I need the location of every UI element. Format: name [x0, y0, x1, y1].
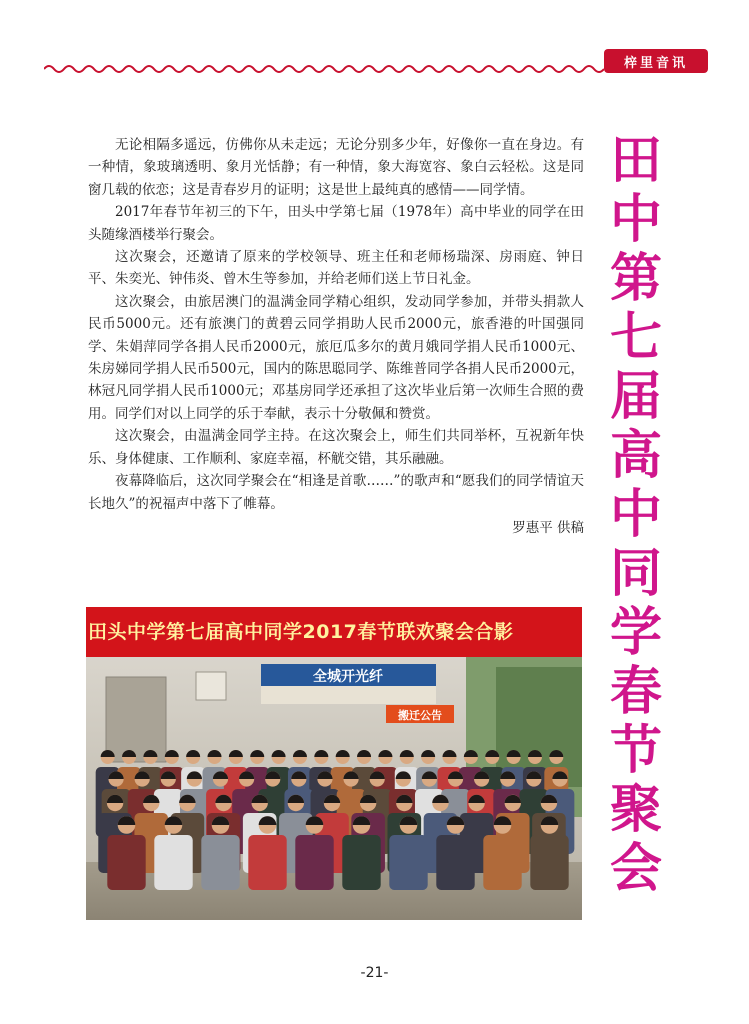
title-char: 七 — [609, 308, 662, 368]
person-figure — [389, 835, 427, 890]
person-figure — [483, 835, 521, 890]
article-paragraph: 这次聚会，由温满金同学主持。在这次聚会上，师生们共同举杯，互祝新年快乐、身体健康、工作顺利、家庭幸福，杯觥交错，其乐融融。 — [88, 428, 584, 467]
person-figure — [436, 835, 474, 890]
group-photo — [86, 607, 582, 920]
article-author: 罗惠平 供稿 — [512, 519, 584, 536]
article-paragraph: 无论相隔多遥远，仿佛你从未走远；无论分别多少年，好像你一直在身边。有一种情，象玻璃透明、象月光恬静；有一种情，象大海宽容、象白云轻松。这是同窗几载的依恋；这是青春岁月的证明；这是世上最纯真的感情——同学情。 — [88, 137, 584, 198]
article-paragraph: 这次聚会，还邀请了原来的学校领导、班主任和老师杨瑞深、房雨庭、钟日平、朱奕光、钟伟炎、曾木生等参加，并给老师们送上节日礼金。 — [88, 249, 584, 288]
person-figure — [201, 835, 239, 890]
title-char: 同 — [609, 544, 662, 604]
title-char: 节 — [609, 721, 662, 781]
vertical-title — [604, 132, 668, 899]
person-figure — [154, 835, 192, 890]
title-char: 第 — [609, 249, 662, 309]
building-sign: 全城开光纤 — [313, 669, 383, 685]
article-paragraph: 这次聚会，由旅居澳门的温满金同学精心组织，发动同学参加，并带头捐款人民币5000元。还有旅澳门的黄碧云同学捐助人民币2000元，旅香港的叶国强同学、朱娟萍同学各捐人民币2000元，旅厄瓜多尔的黄月娥同学捐人民币1000元、朱房娣同学捐人民币500元，国内的陈思聪同学、陈维普同学各捐人民币2000元，林冠凡同学捐人民币1000元；邓基房同学还承担了这次毕业后第一次师生合照的费用。同学们对以上同学的乐于奉献，表示十分敬佩和赞赏。 — [88, 293, 584, 422]
article-paragraph: 夜幕降临后，这次同学聚会在“相逢是首歌……”的歌声和“愿我们的同学情谊天长地久”的祝福声中落下了帷幕。 — [88, 473, 584, 512]
person-figure — [342, 835, 380, 890]
title-char: 学 — [609, 603, 662, 663]
person-figure — [530, 835, 568, 890]
title-char: 届 — [609, 367, 662, 427]
decorative-wave-line — [44, 62, 604, 76]
person-figure — [295, 835, 333, 890]
title-char: 聚 — [609, 780, 662, 840]
title-char: 中 — [609, 485, 662, 545]
title-char: 田 — [609, 131, 662, 191]
article-body — [88, 134, 584, 539]
title-char: 春 — [609, 662, 662, 722]
title-char: 会 — [609, 839, 662, 899]
photo-banner: 田头中学第七届高中同学2017春节联欢聚会合影 — [86, 607, 582, 657]
title-char: 高 — [609, 426, 662, 486]
title-char: 中 — [609, 190, 662, 250]
article-paragraph: 2017年春节年初三的下午，田头中学第七届（1978年）高中毕业的同学在田头随缘酒楼举行聚会。 — [88, 204, 584, 243]
person-figure — [107, 835, 145, 890]
section-badge: 梓里音讯 — [604, 49, 708, 73]
notice-sign: 搬迁公告 — [398, 709, 442, 722]
person-figure — [248, 835, 286, 890]
page-number: -21- — [360, 965, 389, 981]
